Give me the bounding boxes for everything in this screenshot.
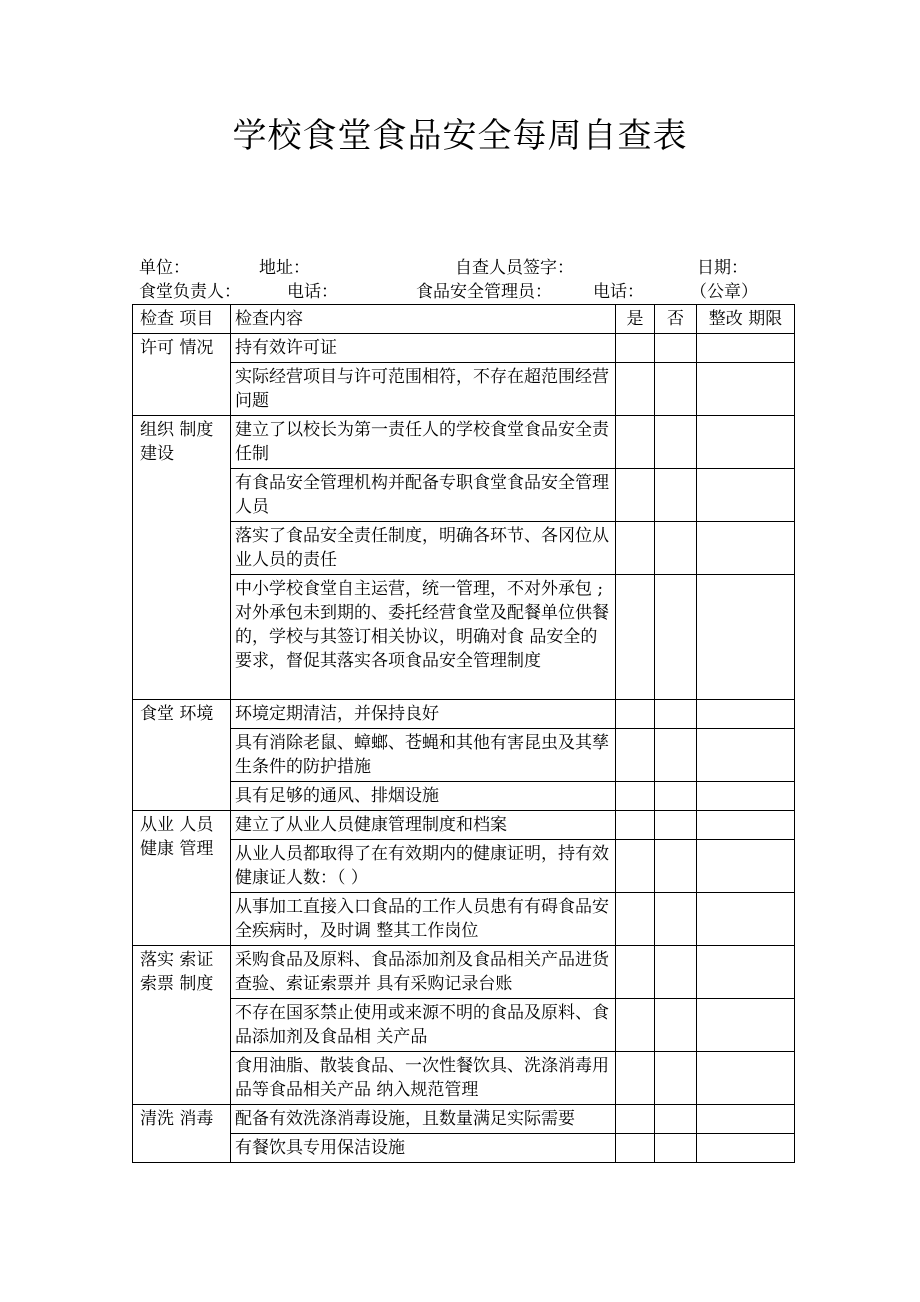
yes-cell[interactable] xyxy=(616,1134,655,1163)
check-item: 从事加工直接入口食品的工作人员患有有碍食品安全疾病时，及时调 整其工作岗位 xyxy=(231,893,616,946)
table-row xyxy=(133,840,795,893)
check-item: 有食品安全管理机构并配备专职食堂食品安全管理人员 xyxy=(231,469,616,522)
address-label: 地址： xyxy=(259,258,310,278)
category-cell: 从业 人员健康 管理 xyxy=(133,811,231,946)
deadline-cell[interactable] xyxy=(697,1134,795,1163)
category-cell: 落实 索证索票 制度 xyxy=(133,946,231,1105)
col-header-yes: 是 xyxy=(616,305,655,334)
no-cell[interactable] xyxy=(655,729,697,782)
no-cell[interactable] xyxy=(655,1052,697,1105)
yes-cell[interactable] xyxy=(616,840,655,893)
category-cell: 许可 情况 xyxy=(133,334,231,416)
check-item: 实际经营项目与许可范围相符，不存在超范围经营问题 xyxy=(231,363,616,416)
deadline-cell[interactable] xyxy=(697,729,795,782)
check-item: 配备有效洗涤消毒设施，且数量满足实际需要 xyxy=(231,1105,616,1134)
yes-cell[interactable] xyxy=(616,334,655,363)
category-cell: 食堂 环境 xyxy=(133,700,231,811)
deadline-cell[interactable] xyxy=(697,811,795,840)
check-item: 建立了以校长为第一责任人的学校食堂食品安全责任制 xyxy=(231,416,616,469)
no-cell[interactable] xyxy=(655,363,697,416)
yes-cell[interactable] xyxy=(616,1105,655,1134)
table-row xyxy=(133,700,795,729)
yes-cell[interactable] xyxy=(616,729,655,782)
no-cell[interactable] xyxy=(655,1105,697,1134)
yes-cell[interactable] xyxy=(616,782,655,811)
yes-cell[interactable] xyxy=(616,416,655,469)
table-row xyxy=(133,334,795,363)
check-item: 具有消除老鼠、蟑螂、苍蝇和其他有害昆虫及其孳生条件的防护措施 xyxy=(231,729,616,782)
check-item: 有餐饮具专用保洁设施 xyxy=(231,1134,616,1163)
date-label: 日期： xyxy=(697,258,748,278)
table-row xyxy=(133,999,795,1052)
table-row xyxy=(133,363,795,416)
yes-cell[interactable] xyxy=(616,1052,655,1105)
deadline-cell[interactable] xyxy=(697,575,795,700)
yes-cell[interactable] xyxy=(616,469,655,522)
no-cell[interactable] xyxy=(655,469,697,522)
check-item: 持有效许可证 xyxy=(231,334,616,363)
no-cell[interactable] xyxy=(655,999,697,1052)
yes-cell[interactable] xyxy=(616,946,655,999)
yes-cell[interactable] xyxy=(616,700,655,729)
check-item: 食用油脂、散装食品、一次性餐饮具、洗涤消毒用品等食品相关产品 纳入规范管理 xyxy=(231,1052,616,1105)
deadline-cell[interactable] xyxy=(697,1105,795,1134)
deadline-cell[interactable] xyxy=(697,893,795,946)
col-header-deadline: 整改 期限 xyxy=(697,305,795,334)
no-cell[interactable] xyxy=(655,811,697,840)
deadline-cell[interactable] xyxy=(697,363,795,416)
category-cell: 清洗 消毒 xyxy=(133,1105,231,1163)
table-header-row xyxy=(133,305,795,334)
deadline-cell[interactable] xyxy=(697,999,795,1052)
deadline-cell[interactable] xyxy=(697,334,795,363)
no-cell[interactable] xyxy=(655,946,697,999)
yes-cell[interactable] xyxy=(616,363,655,416)
table-row xyxy=(133,575,795,700)
no-cell[interactable] xyxy=(655,416,697,469)
phone-label-1: 电话： xyxy=(287,282,338,302)
no-cell[interactable] xyxy=(655,893,697,946)
no-cell[interactable] xyxy=(655,575,697,700)
page-title: 学校食堂食品安全每周自查表 xyxy=(232,116,688,156)
deadline-cell[interactable] xyxy=(697,946,795,999)
seal-label: （公章） xyxy=(690,282,758,302)
deadline-cell[interactable] xyxy=(697,700,795,729)
table-row xyxy=(133,729,795,782)
yes-cell[interactable] xyxy=(616,811,655,840)
table-row xyxy=(133,893,795,946)
phone-label-2: 电话： xyxy=(593,282,644,302)
check-item: 落实了食品安全责任制度，明确各环节、各冈位从业人员的责任 xyxy=(231,522,616,575)
safety-manager-label: 食品安全管理员： xyxy=(416,282,552,302)
table-row xyxy=(133,1105,795,1134)
no-cell[interactable] xyxy=(655,840,697,893)
yes-cell[interactable] xyxy=(616,522,655,575)
unit-label: 单位： xyxy=(139,258,190,278)
no-cell[interactable] xyxy=(655,334,697,363)
deadline-cell[interactable] xyxy=(697,1052,795,1105)
canteen-head-label: 食堂负责人： xyxy=(139,282,241,302)
table-row xyxy=(133,522,795,575)
table-row xyxy=(133,469,795,522)
deadline-cell[interactable] xyxy=(697,522,795,575)
deadline-cell[interactable] xyxy=(697,782,795,811)
table-row xyxy=(133,946,795,999)
inspector-signature-label: 自查人员签字： xyxy=(455,258,574,278)
yes-cell[interactable] xyxy=(616,893,655,946)
check-item: 采购食品及原料、食品添加剂及食品相关产品进货查验、索证索票并 具有采购记录台账 xyxy=(231,946,616,999)
no-cell[interactable] xyxy=(655,700,697,729)
check-item: 环境定期清洁，并保持良好 xyxy=(231,700,616,729)
check-item: 从业人员都取得了在有效期内的健康证明，持有效健康证人数：（ ） xyxy=(231,840,616,893)
table-row xyxy=(133,1052,795,1105)
deadline-cell[interactable] xyxy=(697,416,795,469)
col-header-no: 否 xyxy=(655,305,697,334)
no-cell[interactable] xyxy=(655,1134,697,1163)
no-cell[interactable] xyxy=(655,522,697,575)
col-header-category: 检查 项目 xyxy=(133,305,231,334)
deadline-cell[interactable] xyxy=(697,469,795,522)
check-item: 不存在国豕禁止使用或来源不明的食品及原料、食品添加剂及食品相 关产品 xyxy=(231,999,616,1052)
yes-cell[interactable] xyxy=(616,575,655,700)
table-row xyxy=(133,1134,795,1163)
table-row xyxy=(133,782,795,811)
check-item: 具有足够的通风、排烟设施 xyxy=(231,782,616,811)
table-row xyxy=(133,416,795,469)
col-header-content: 检查内容 xyxy=(231,305,616,334)
yes-cell[interactable] xyxy=(616,999,655,1052)
category-cell: 组织 制度建设 xyxy=(133,416,231,700)
check-item: 建立了从业人员健康管理制度和档案 xyxy=(231,811,616,840)
deadline-cell[interactable] xyxy=(697,840,795,893)
no-cell[interactable] xyxy=(655,782,697,811)
check-item: 中小学校食堂自主运营，统一管理，不对外承包 ;对外承包未到期的、委托经营食堂及配餐单位供餐的，学校与其签订相关协议，明确对食 品安全的要求，督促其落实各项食品安全管理制度 xyxy=(231,575,616,700)
inspection-table xyxy=(132,304,795,1163)
table-row xyxy=(133,811,795,840)
